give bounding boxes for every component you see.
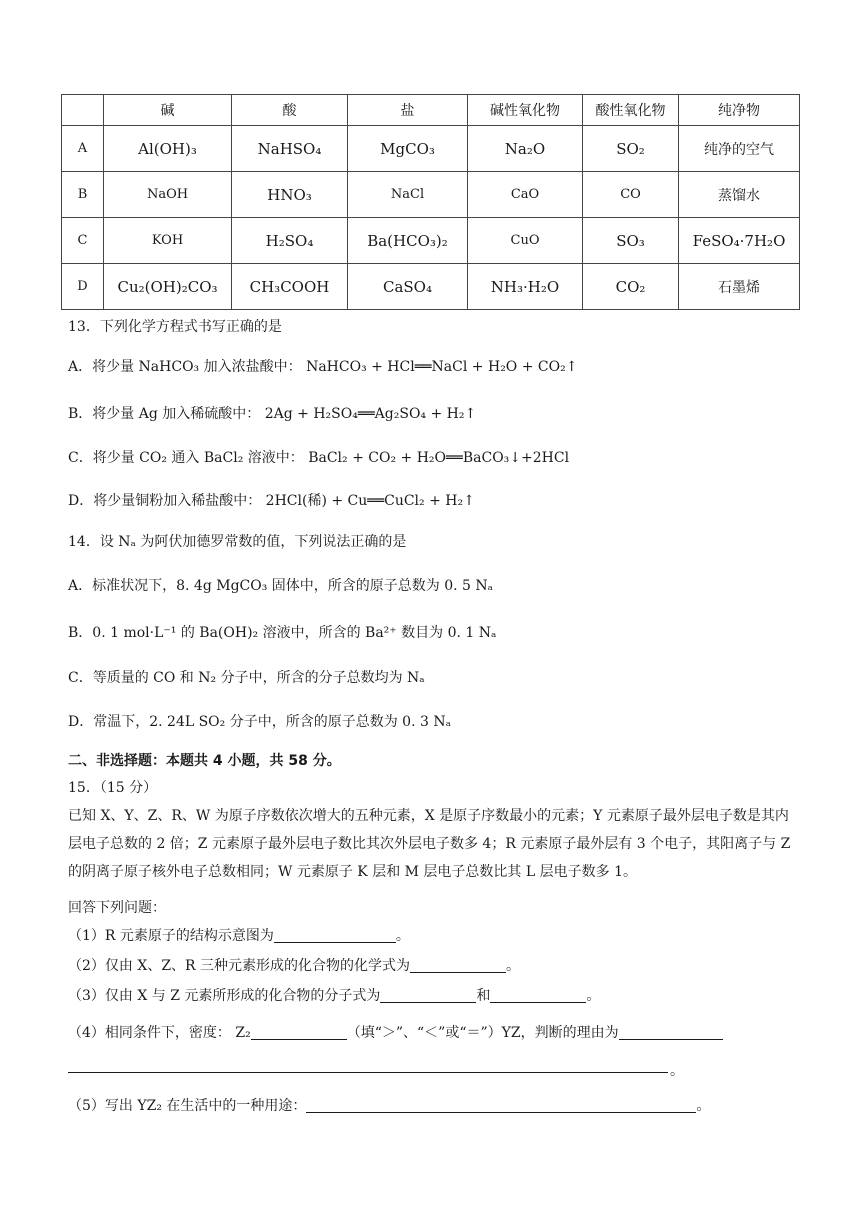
table-header-cell: 盐 xyxy=(348,95,468,126)
q14-option-c: C．等质量的 CO 和 N₂ 分子中，所含的分子总数均为 Nₐ xyxy=(68,670,425,686)
q13-option-c: C．将少量 CO₂ 通入 BaCl₂ 溶液中： BaCl₂ + CO₂ + H₂O══BaCO₃↓+2HCl xyxy=(68,450,570,466)
q15-sub4-text: （4）相同条件下，密度： Z₂ xyxy=(68,1025,251,1041)
table-cell: FeSO₄·7H₂O xyxy=(679,218,800,264)
table-cell: Al(OH)₃ xyxy=(104,126,232,172)
q15-sub3-text: （3）仅由 X 与 Z 元素所形成的化合物的分子式为 xyxy=(68,988,381,1004)
table-header-cell: 碱性氧化物 xyxy=(468,95,583,126)
table-cell: CaO xyxy=(468,172,583,218)
q13-option-b: B．将少量 Ag 加入稀硫酸中： 2Ag + H₂SO₄══Ag₂SO₄ + H₂↑ xyxy=(68,406,477,422)
q15-sub4-mid: （填“＞”、“＜”或“＝”）YZ，判断的理由为 xyxy=(346,1025,619,1041)
q15-sub4 xyxy=(68,1022,723,1042)
q15-sub2 xyxy=(68,955,520,975)
table-cell: D xyxy=(62,264,104,310)
table-header-cell: 纯净物 xyxy=(679,95,800,126)
table-cell: B xyxy=(62,172,104,218)
table-cell: SO₃ xyxy=(583,218,679,264)
table-cell: 纯净的空气 xyxy=(679,126,800,172)
table-header-cell: 酸 xyxy=(232,95,348,126)
table-header-cell: 碱 xyxy=(104,95,232,126)
table-cell: Na₂O xyxy=(468,126,583,172)
q15-sub3 xyxy=(68,985,600,1005)
answer-blank[interactable] xyxy=(410,958,506,973)
table-cell: KOH xyxy=(104,218,232,264)
q14-stem: 14．设 Nₐ 为阿伏加德罗常数的值，下列说法正确的是 xyxy=(68,534,407,550)
q15-sub2-end: 。 xyxy=(506,958,521,974)
table-cell: NaHSO₄ xyxy=(232,126,348,172)
q14-option-d: D．常温下，2. 24L SO₂ 分子中，所含的原子总数为 0. 3 Nₐ xyxy=(68,714,451,730)
q15-prompt: 回答下列问题： xyxy=(68,900,166,916)
answer-blank[interactable] xyxy=(619,1025,723,1040)
table-cell: CH₃COOH xyxy=(232,264,348,310)
q15-sub2-text: （2）仅由 X、Z、R 三种元素形成的化合物的化学式为 xyxy=(68,958,411,974)
classification-table xyxy=(61,94,800,310)
table-cell: 石墨烯 xyxy=(679,264,800,310)
table-cell: Ba(HCO₃)₂ xyxy=(348,218,468,264)
table-cell: CO xyxy=(583,172,679,218)
table-cell: Cu₂(OH)₂CO₃ xyxy=(104,264,232,310)
answer-blank[interactable] xyxy=(68,1072,668,1073)
table-header-cell: 酸性氧化物 xyxy=(583,95,679,126)
q15-sub1 xyxy=(68,925,410,945)
q14-option-b: B．0. 1 mol·L⁻¹ 的 Ba(OH)₂ 溶液中，所含的 Ba²⁺ 数目为 0. 1 Nₐ xyxy=(68,625,497,641)
q13-option-a: A．将少量 NaHCO₃ 加入浓盐酸中： NaHCO₃ + HCl══NaCl + H₂O + CO₂↑ xyxy=(68,359,578,375)
answer-blank[interactable] xyxy=(251,1025,347,1040)
q15-sub5-end: 。 xyxy=(696,1098,711,1114)
answer-blank[interactable] xyxy=(306,1098,696,1113)
q15-sub1-end: 。 xyxy=(395,928,410,944)
table-row xyxy=(62,218,800,264)
table-cell: CuO xyxy=(468,218,583,264)
table-cell: MgCO₃ xyxy=(348,126,468,172)
table-cell: CO₂ xyxy=(583,264,679,310)
table-cell: NaOH xyxy=(104,172,232,218)
table-header-row xyxy=(62,95,800,126)
q13-stem: 13．下列化学方程式书写正确的是 xyxy=(68,319,282,335)
q15-sub3-end: 。 xyxy=(586,988,601,1004)
table-cell: 蒸馏水 xyxy=(679,172,800,218)
table-cell: H₂SO₄ xyxy=(232,218,348,264)
q15-sub4-end: 。 xyxy=(670,1063,684,1079)
section-heading: 二、非选择题：本题共 4 小题，共 58 分。 xyxy=(68,753,341,769)
table-cell: A xyxy=(62,126,104,172)
q15-number: 15．（15 分） xyxy=(68,780,158,796)
table-cell: NH₃·H₂O xyxy=(468,264,583,310)
q14-option-a: A．标准状况下，8. 4g MgCO₃ 固体中，所含的原子总数为 0. 5 Nₐ xyxy=(68,578,494,594)
table-row xyxy=(62,264,800,310)
answer-blank[interactable] xyxy=(490,988,586,1003)
q15-sub5 xyxy=(68,1095,710,1115)
q15-sub5-text: （5）写出 YZ₂ 在生活中的一种用途： xyxy=(68,1098,307,1114)
q15-stem: 已知 X、Y、Z、R、W 为原子序数依次增大的五种元素，X 是原子序数最小的元素；Y 元素原子最外层电子数是其内层电子总数的 2 倍；Z 元素原子最外层电子数比其次外层电子数多 4；R 元素原子最外层有 3 个电子，其阳离子与 Z 的阴离子原子核外电子总数相同；W 元素原子 K 层和 M 层电子总数比其 L 层电子数多 1。 xyxy=(68,808,791,880)
table-cell: CaSO₄ xyxy=(348,264,468,310)
table-cell: C xyxy=(62,218,104,264)
table-cell: SO₂ xyxy=(583,126,679,172)
answer-blank[interactable] xyxy=(274,928,396,943)
q13-option-d: D．将少量铜粉加入稀盐酸中： 2HCl(稀) + Cu══CuCl₂ + H₂↑ xyxy=(68,493,475,509)
table-header-cell xyxy=(62,95,104,126)
table-row xyxy=(62,172,800,218)
table-cell: HNO₃ xyxy=(232,172,348,218)
table-row xyxy=(62,126,800,172)
q15-sub1-text: （1）R 元素原子的结构示意图为 xyxy=(68,928,274,944)
q15-sub3-and: 和 xyxy=(476,988,491,1004)
answer-blank[interactable] xyxy=(380,988,476,1003)
table-cell: NaCl xyxy=(348,172,468,218)
